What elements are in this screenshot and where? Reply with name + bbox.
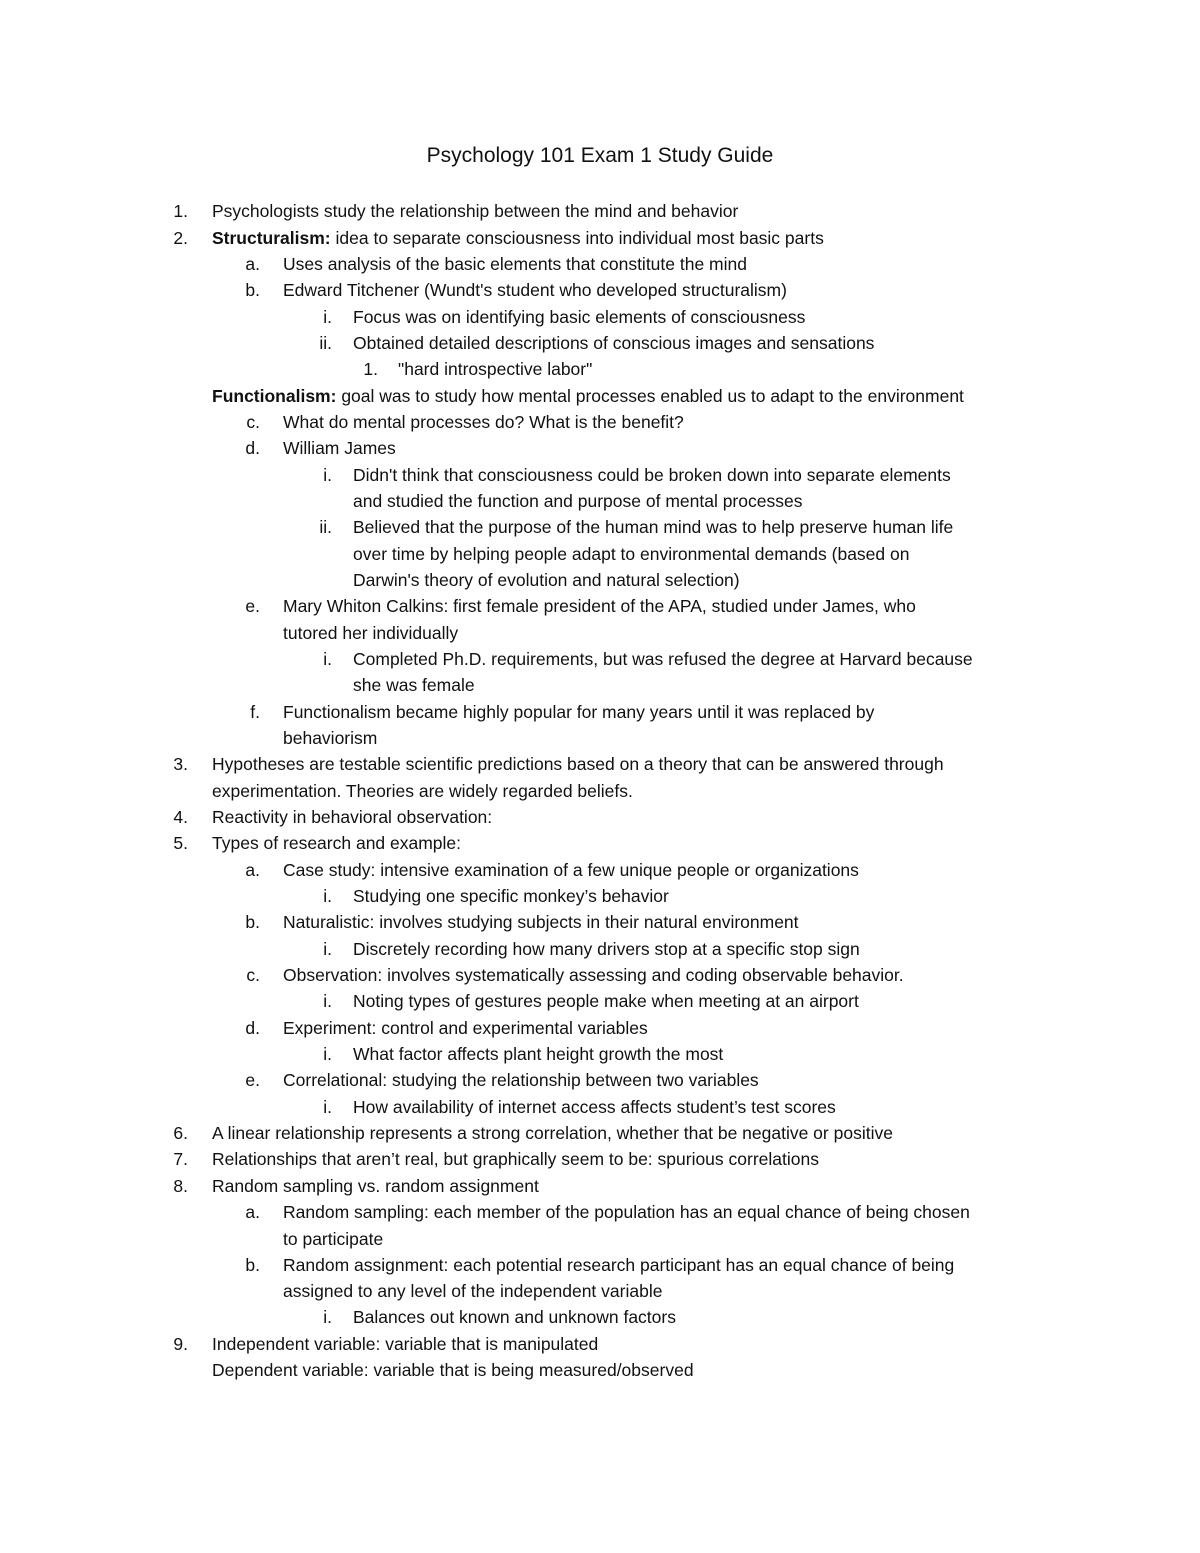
list-marker: 1. [173,201,188,221]
list-item-text: Completed Ph.D. requirements, but was refused the degree at Harvard because [353,649,973,669]
list-item-text: tutored her individually [283,623,459,643]
list-item-text: behaviorism [283,728,378,748]
list-marker: i. [323,649,332,669]
list-item-text: Uses analysis of the basic elements that constitute the mind [283,254,747,274]
list-item-text: Relationships that aren’t real, but graphically seem to be: spurious correlations [212,1149,819,1169]
list-marker: 6. [173,1123,188,1143]
term-functionalism: Functionalism: [212,386,337,406]
list-item-text: Darwin's theory of evolution and natural selection) [353,570,740,590]
list-item-text: to participate [283,1229,384,1249]
list-marker: f. [250,702,260,722]
list-item-text: Independent variable: variable that is manipulated [212,1334,599,1354]
list-marker: ii. [319,333,332,353]
list-item-text: Discretely recording how many drivers stop at a specific stop sign [353,939,860,959]
list-marker: i. [323,939,332,959]
list-marker: e. [245,596,260,616]
list-item-text: What factor affects plant height growth the most [353,1044,724,1064]
list-marker: 1. [363,359,378,379]
list-item-text: Observation: involves systematically assessing and coding observable behavior. [283,965,904,985]
list-marker: b. [245,912,260,932]
list-marker: i. [323,886,332,906]
list-item-text: Random sampling vs. random assignment [212,1176,539,1196]
list-marker: 8. [173,1176,188,1196]
list-item-text: William James [283,438,396,458]
list-item-text: Mary Whiton Calkins: first female president of the APA, studied under James, who [283,596,916,616]
list-item-text: and studied the function and purpose of mental processes [353,491,803,511]
list-item-text: Noting types of gestures people make when meeting at an airport [353,991,859,1011]
list-marker: e. [245,1070,260,1090]
list-item-text: she was female [353,675,475,695]
list-item-text: Obtained detailed descriptions of conscious images and sensations [353,333,875,353]
list-marker: a. [245,860,260,880]
list-marker: a. [245,1202,260,1222]
list-item-text: Functionalism: goal was to study how mental processes enabled us to adapt to the environment [212,386,964,406]
term-structuralism: Structuralism: [212,228,331,248]
list-item-text: experimentation. Theories are widely regarded beliefs. [212,781,633,801]
list-item-text: Studying one specific monkey’s behavior [353,886,669,906]
list-item-text: Structuralism: idea to separate consciousness into individual most basic parts [212,228,824,248]
list-marker: i. [323,1097,332,1117]
list-item-text: Reactivity in behavioral observation: [212,807,493,827]
list-item-text: A linear relationship represents a strong correlation, whether that be negative or positive [212,1123,893,1143]
list-item-text: Random assignment: each potential research participant has an equal chance of being [283,1255,955,1275]
list-item-text: How availability of internet access affects student’s test scores [353,1097,836,1117]
list-marker: c. [246,965,260,985]
list-marker: 3. [173,754,188,774]
list-marker: d. [245,1018,260,1038]
list-marker: 2. [173,228,188,248]
list-marker: i. [323,465,332,485]
list-item-text: Functionalism became highly popular for many years until it was replaced by [283,702,875,722]
list-marker: i. [323,307,332,327]
list-item-text: Focus was on identifying basic elements of consciousness [353,307,806,327]
list-marker: 7. [173,1149,188,1169]
list-item-text: Naturalistic: involves studying subjects in their natural environment [283,912,799,932]
list-item-text: Edward Titchener (Wundt's student who developed structuralism) [283,280,787,300]
list-item-text: Correlational: studying the relationship between two variables [283,1070,759,1090]
list-item-text: "hard introspective labor" [398,359,593,379]
list-item-text: Random sampling: each member of the population has an equal chance of being chosen [283,1202,970,1222]
list-marker: a. [245,254,260,274]
list-marker: c. [246,412,260,432]
list-marker: 9. [173,1334,188,1354]
list-item-text: assigned to any level of the independent variable [283,1281,663,1301]
list-marker: i. [323,991,332,1011]
list-item-text: Dependent variable: variable that is being measured/observed [212,1360,694,1380]
page-title: Psychology 101 Exam 1 Study Guide [426,144,774,167]
list-marker: b. [245,280,260,300]
list-item-text: over time by helping people adapt to environmental demands (based on [353,544,910,564]
list-item-text: Types of research and example: [212,833,462,853]
list-marker: b. [245,1255,260,1275]
list-item-text: Psychologists study the relationship between the mind and behavior [212,201,739,221]
list-item-text: Experiment: control and experimental variables [283,1018,648,1038]
list-marker: i. [323,1307,332,1327]
list-item-text: Balances out known and unknown factors [353,1307,676,1327]
list-marker: ii. [319,517,332,537]
list-marker: 5. [173,833,188,853]
list-item-text: What do mental processes do? What is the benefit? [283,412,684,432]
list-item-text: Case study: intensive examination of a few unique people or organizations [283,860,859,880]
list-marker: i. [323,1044,332,1064]
list-item-text: Believed that the purpose of the human mind was to help preserve human life [353,517,954,537]
list-marker: d. [245,438,260,458]
list-item-text: Didn't think that consciousness could be broken down into separate elements [353,465,951,485]
list-marker: 4. [173,807,188,827]
list-item-text: Hypotheses are testable scientific predictions based on a theory that can be answered through [212,754,944,774]
